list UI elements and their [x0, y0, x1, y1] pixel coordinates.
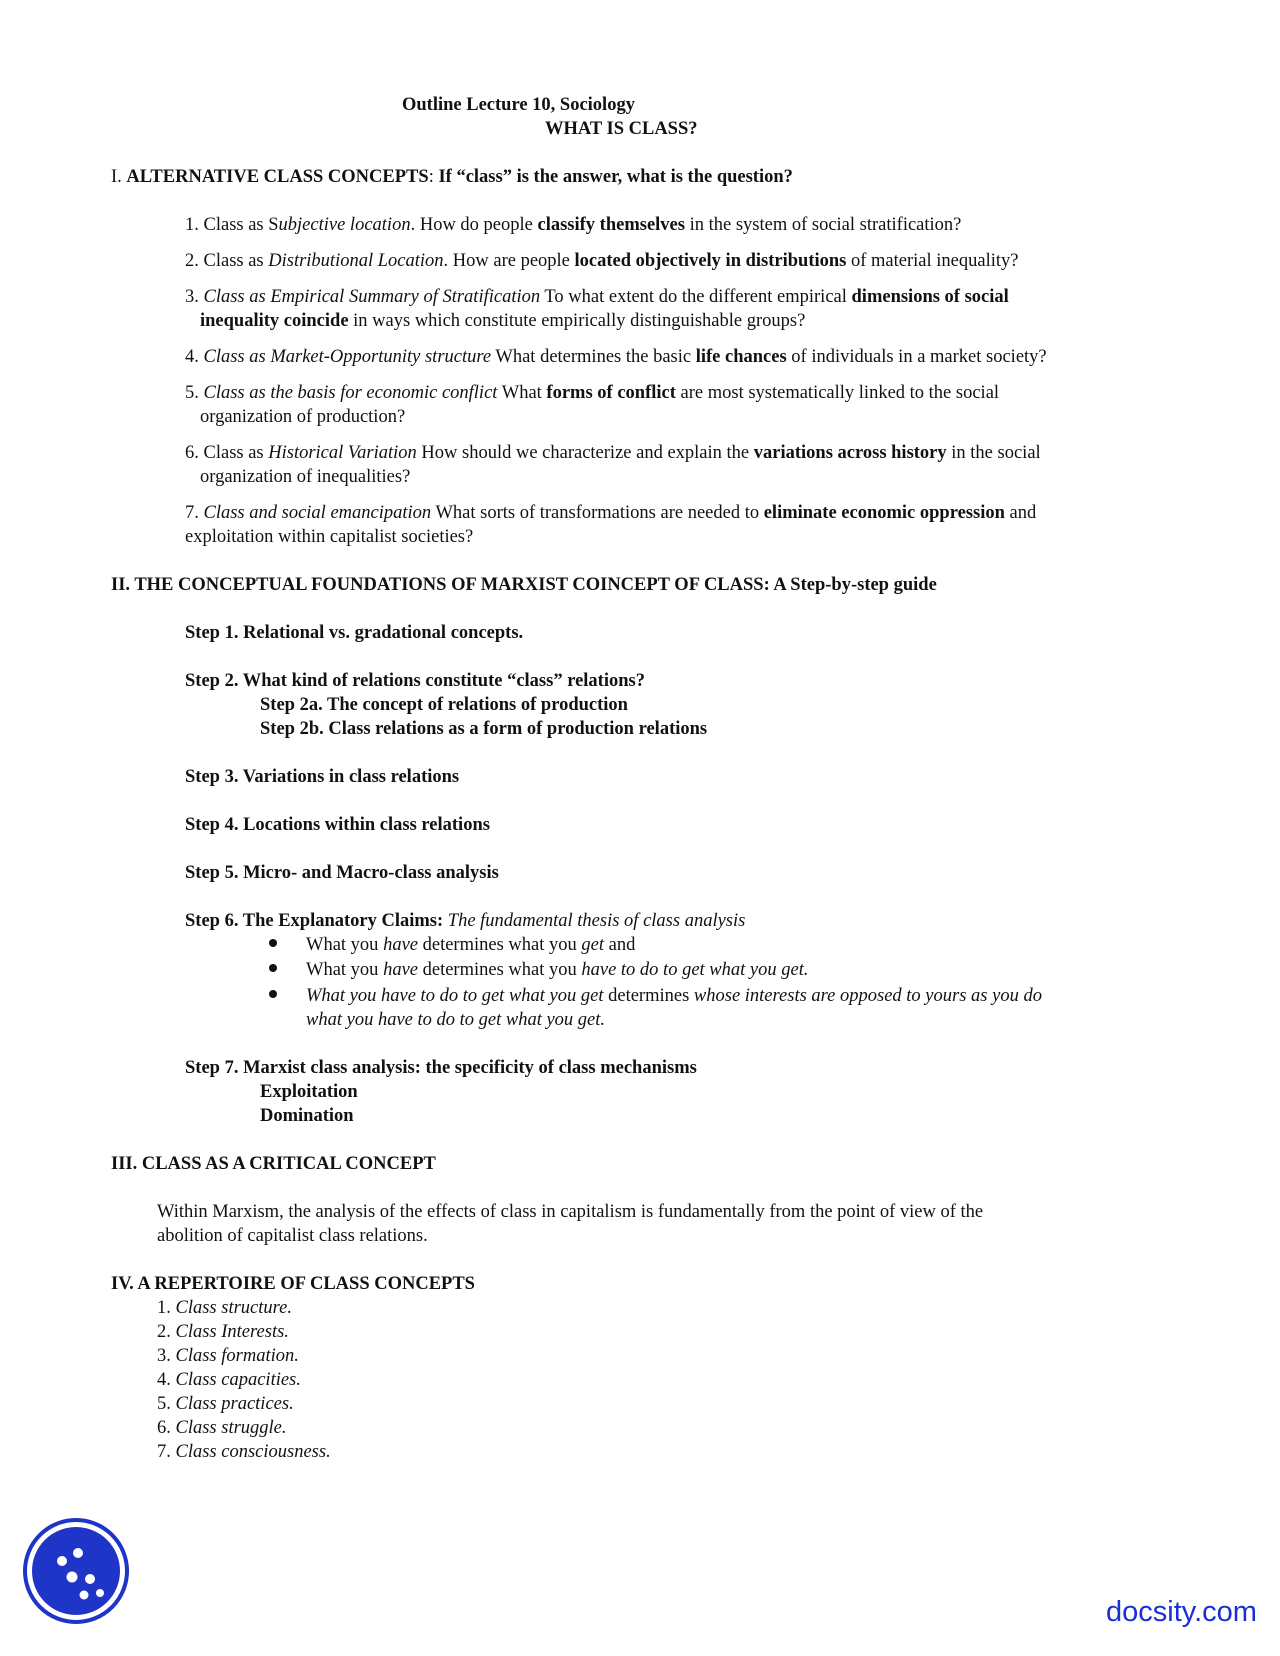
list-item: 6. Class as Historical Variation How should we characterize and explain the variations across history in the social [185, 443, 1041, 463]
section-2-heading: II. THE CONCEPTUAL FOUNDATIONS OF MARXIST COINCEPT OF CLASS: A Step-by-step guide [111, 575, 937, 595]
bullet-icon [269, 964, 277, 972]
list-item: 2. Class as Distributional Location. How are people located objectively in distributions of material inequality? [185, 251, 1019, 271]
list-item: 3. Class as Empirical Summary of Stratification To what extent do the different empirical dimensions of social [185, 287, 1009, 307]
list-item: 3. Class formation. [157, 1346, 299, 1366]
step-1: Step 1. Relational vs. gradational concepts. [185, 623, 524, 643]
list-item: 4. Class capacities. [157, 1370, 301, 1390]
bullet-icon [269, 990, 277, 998]
step-7: Step 7. Marxist class analysis: the specificity of class mechanisms [185, 1058, 697, 1078]
list-item-continuation: inequality coincide in ways which constitute empirically distinguishable groups? [200, 311, 806, 331]
section-3-heading: III. CLASS AS A CRITICAL CONCEPT [111, 1154, 436, 1174]
list-item: 6. Class struggle. [157, 1418, 287, 1438]
mechanism-domination: Domination [260, 1106, 354, 1126]
mechanism-exploitation: Exploitation [260, 1082, 358, 1102]
bullet-icon [269, 939, 277, 947]
list-item: 7. Class and social emancipation What sorts of transformations are needed to eliminate economic oppression and [185, 503, 1037, 523]
list-item: 4. Class as Market-Opportunity structure What determines the basic life chances of individuals in a market society? [185, 347, 1047, 367]
paragraph: Within Marxism, the analysis of the effects of class in capitalism is fundamentally from the point of view of the [157, 1202, 984, 1222]
step-2a: Step 2a. The concept of relations of production [260, 695, 628, 715]
section-4-heading: IV. A REPERTOIRE OF CLASS CONCEPTS [111, 1274, 475, 1294]
list-item-continuation: organization of inequalities? [200, 467, 411, 487]
docsity-logo-icon[interactable] [22, 1517, 130, 1625]
bullet-item-continuation: what you have to do to get what you get. [306, 1010, 606, 1030]
step-2b: Step 2b. Class relations as a form of production relations [260, 719, 708, 739]
step-3: Step 3. Variations in class relations [185, 767, 460, 787]
section-1-heading: I. ALTERNATIVE CLASS CONCEPTS: If “class” is the answer, what is the question? [111, 167, 793, 187]
list-item: 7. Class consciousness. [157, 1442, 331, 1462]
step-5: Step 5. Micro- and Macro-class analysis [185, 863, 499, 883]
step-4: Step 4. Locations within class relations [185, 815, 490, 835]
step-2: Step 2. What kind of relations constitute “class” relations? [185, 671, 645, 691]
step-6: Step 6. The Explanatory Claims: The fundamental thesis of class analysis [185, 911, 746, 931]
list-item: 5. Class practices. [157, 1394, 294, 1414]
paragraph-continuation: abolition of capitalist class relations. [157, 1226, 428, 1246]
bullet-item: What you have to do to get what you get determines whose interests are opposed to yours as you do [306, 986, 1042, 1006]
bullet-item: What you have determines what you get and [306, 935, 636, 955]
list-item: 2. Class Interests. [157, 1322, 289, 1342]
docsity-brand-link[interactable]: docsity.com [1106, 1596, 1257, 1628]
list-item-continuation: organization of production? [200, 407, 406, 427]
bullet-item: What you have determines what you have to do to get what you get. [306, 960, 809, 980]
list-item: 5. Class as the basis for economic conflict What forms of conflict are most systematically linked to the social [185, 383, 1000, 403]
list-item: 1. Class structure. [157, 1298, 292, 1318]
document-subtitle: WHAT IS CLASS? [545, 119, 698, 139]
list-item: 1. Class as Subjective location. How do people classify themselves in the system of social stratification? [185, 215, 962, 235]
document-title: Outline Lecture 10, Sociology [402, 95, 635, 115]
list-item-continuation: exploitation within capitalist societies? [185, 527, 474, 547]
